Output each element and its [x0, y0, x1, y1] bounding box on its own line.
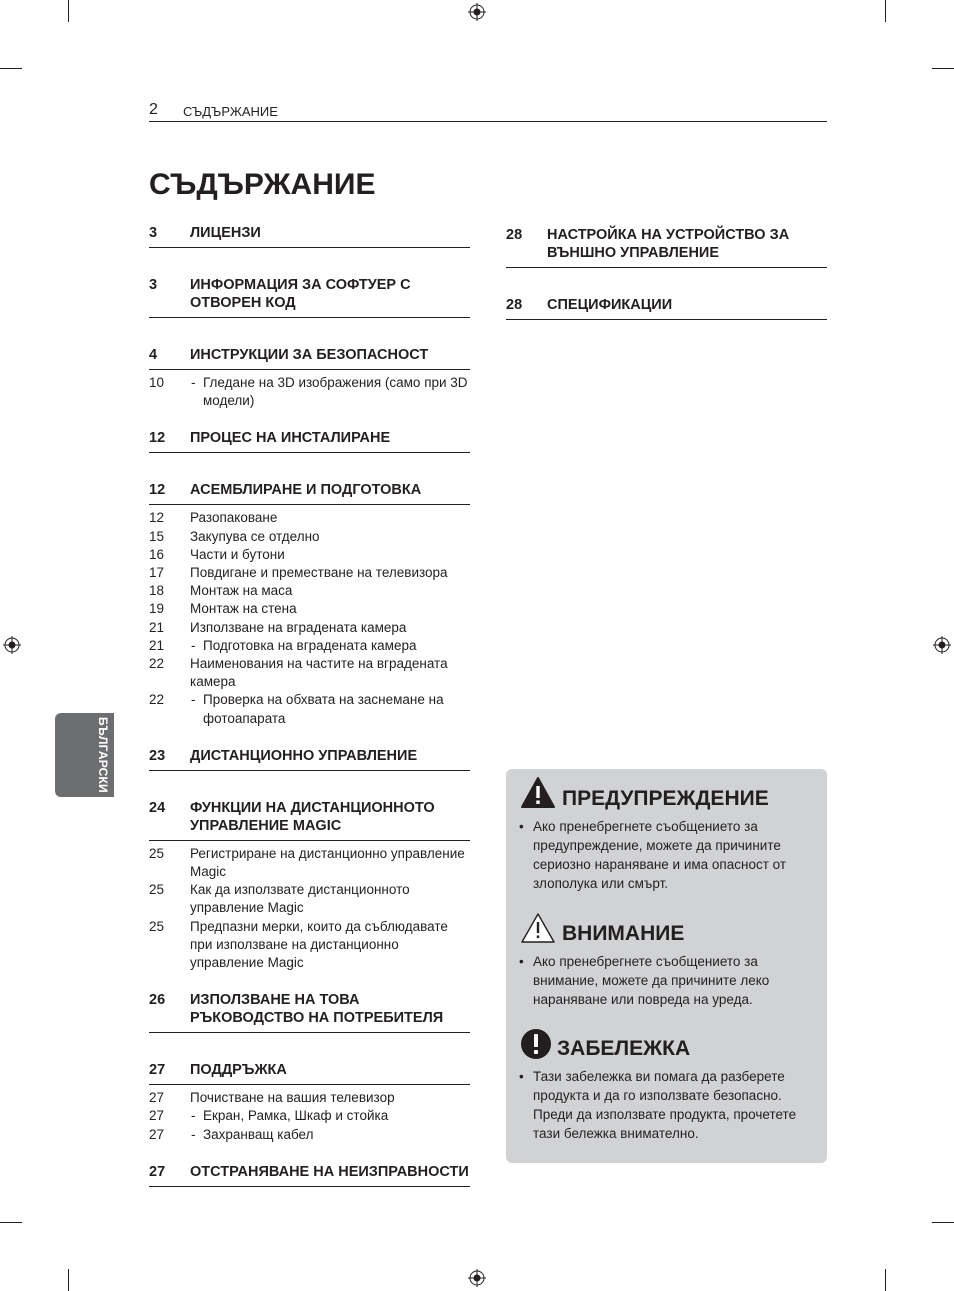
toc-entry-page: 10: [149, 375, 165, 390]
toc-section[interactable]: [506, 294, 827, 320]
toc-section[interactable]: [149, 989, 470, 1033]
notice-title: ПРЕДУПРЕЖДЕНИЕ: [562, 787, 769, 810]
toc-subentry[interactable]: [149, 637, 470, 655]
toc-entry-page: 19: [149, 601, 165, 617]
toc-section-title: ПОДДРЪЖКА: [190, 1062, 287, 1079]
running-header: [149, 99, 827, 122]
warning-filled-icon: [520, 776, 556, 810]
toc-subentry[interactable]: [149, 1126, 470, 1144]
running-title: СЪДЪРЖАНИЕ: [183, 104, 278, 119]
toc-entry-page: 25: [149, 845, 165, 861]
toc-entry-list: [149, 509, 470, 727]
toc-section-page: 28: [506, 297, 523, 313]
toc-entry-page: 18: [149, 583, 165, 599]
toc-section-title: ИЗПОЛЗВАНЕ НА ТОВА РЪКОВОДСТВО НА ПОТРЕБИТЕЛЯ: [190, 992, 444, 1027]
notice-title: ЗАБЕЛЕЖКА: [557, 1037, 691, 1060]
toc-entry-text: - Екран, Рамка, Шкаф и стойка: [190, 1107, 470, 1125]
toc-section-title: ИНФОРМАЦИЯ ЗА СОФТУЕР С ОТВОРЕН КОД: [190, 277, 411, 311]
toc-entry-text: Монтаж на стена: [190, 601, 297, 617]
toc-entry-page: 21: [149, 637, 165, 653]
toc-entry-page: 22: [149, 656, 165, 672]
crop-mark: [68, 0, 69, 22]
toc-entry-text: Използване на вградената камера: [190, 619, 407, 635]
registration-mark-icon: [933, 636, 951, 654]
toc-section[interactable]: [149, 427, 470, 453]
toc-entry-text: Закупува се отделно: [190, 528, 320, 544]
toc-section-page: 12: [149, 482, 166, 499]
toc-entry-text: Как да използвате дистанционното управление Magic: [190, 882, 410, 916]
toc-entry-page: 17: [149, 565, 165, 581]
toc-left-column: [149, 222, 470, 1191]
notice-text: • Ако пренебрегнете съобщението за предупреждение, можете да причините сериозно нараняване и има опасност от злополука или смърт.: [520, 817, 820, 893]
crop-mark: [932, 68, 954, 69]
toc-subentry[interactable]: [149, 691, 470, 727]
page-number: 2: [149, 101, 158, 118]
toc-section-title: СПЕЦИФИКАЦИИ: [547, 297, 673, 313]
toc-entry-text: - Гледане на 3D изображения (само при 3D модели): [190, 374, 470, 410]
caution-notice: [520, 911, 820, 1009]
toc-section-page: 24: [149, 799, 166, 816]
toc-entry[interactable]: [149, 546, 470, 564]
toc-subentry[interactable]: [149, 1107, 470, 1125]
registration-mark-icon: [468, 1269, 486, 1287]
toc-entry[interactable]: [149, 655, 470, 691]
toc-section-page: 3: [149, 225, 158, 241]
toc-section-page: 23: [149, 747, 166, 764]
toc-section-page: 26: [149, 992, 166, 1009]
toc-right-column: [506, 224, 827, 324]
toc-entry-text: Разопаковане: [190, 510, 278, 526]
toc-section[interactable]: [149, 745, 470, 771]
toc-section[interactable]: [506, 224, 827, 268]
crop-mark: [0, 68, 22, 69]
safety-notice-box: [506, 769, 827, 1163]
toc-entry[interactable]: [149, 918, 470, 973]
registration-mark-icon: [3, 636, 21, 654]
toc-entry-text: Почистване на вашия телевизор: [190, 1090, 395, 1106]
toc-entry-page: 27: [149, 1108, 165, 1124]
toc-entry-text: Предпазни мерки, които да съблюдавате при използване на дистанционно управление Magic: [190, 918, 448, 971]
toc-entry-text: Повдигане и преместване на телевизора: [190, 565, 448, 581]
language-tab-label: БЪЛГАРСКИ: [96, 717, 110, 793]
toc-entry[interactable]: [149, 528, 470, 546]
toc-entry[interactable]: [149, 1089, 470, 1107]
toc-section[interactable]: [149, 1161, 470, 1187]
toc-entry[interactable]: [149, 509, 470, 527]
toc-entry[interactable]: [149, 881, 470, 917]
toc-section-page: 27: [149, 1062, 166, 1079]
toc-section-title: ОТСТРАНЯВАНЕ НА НЕИЗПРАВНОСТИ: [190, 1163, 469, 1180]
notice-text: • Ако пренебрегнете съобщението за внимание, можете да причините леко нараняване или повреда на уреда.: [520, 952, 820, 1009]
toc-entry-page: 27: [149, 1090, 165, 1106]
toc-entry-page: 25: [149, 918, 165, 934]
toc-section-page: 3: [149, 277, 158, 293]
toc-entry-list: [149, 845, 470, 972]
crop-mark: [0, 1222, 22, 1223]
toc-entry-page: 12: [149, 510, 165, 526]
toc-section-page: 27: [149, 1163, 166, 1180]
crop-mark: [68, 1269, 69, 1291]
toc-entry-page: 25: [149, 882, 165, 898]
toc-section[interactable]: [149, 479, 470, 505]
page-title: СЪДЪРЖАНИЕ: [149, 168, 376, 201]
toc-section-title: ПРОЦЕС НА ИНСТАЛИРАНЕ: [190, 430, 391, 447]
toc-entry[interactable]: [149, 845, 470, 881]
crop-mark: [932, 1222, 954, 1223]
toc-entry-page: 27: [149, 1126, 165, 1142]
exclamation-circle-icon: [520, 1026, 556, 1060]
toc-entry-list: [149, 1089, 470, 1144]
toc-section[interactable]: [149, 1059, 470, 1085]
notice-text: • Тази забележка ви помага да разберете продукта и да го използвате безопасно. Преди да използвате продукта, прочетете тази бележка внимателно.: [520, 1067, 820, 1143]
toc-entry-text: Монтаж на маса: [190, 583, 293, 599]
toc-entry-text: - Подготовка на вградената камера: [190, 637, 470, 655]
toc-entry-text: Наименования на частите на вградената камера: [190, 656, 448, 690]
toc-section-title: АСЕМБЛИРАНЕ И ПОДГОТОВКА: [190, 482, 422, 499]
language-tab: [55, 713, 114, 797]
toc-entry[interactable]: [149, 600, 470, 618]
toc-entry-page: 21: [149, 619, 165, 635]
toc-entry-page: 15: [149, 528, 165, 544]
toc-entry[interactable]: [149, 619, 470, 637]
toc-section-title: ИНСТРУКЦИИ ЗА БЕЗОПАСНОСТ: [190, 347, 429, 363]
toc-section-page: 4: [149, 347, 158, 363]
toc-section[interactable]: [149, 222, 470, 248]
warning-notice: [520, 776, 820, 893]
notice-title: ВНИМАНИЕ: [562, 922, 685, 945]
toc-entry-text: Регистриране на дистанционно управление Magic: [190, 845, 465, 880]
toc-subentry[interactable]: [149, 374, 470, 410]
toc-section-title: НАСТРОЙКА НА УСТРОЙСТВО ЗА ВЪНШНО УПРАВЛЕНИЕ: [547, 227, 790, 261]
toc-entry[interactable]: [149, 564, 470, 582]
toc-section-title: ДИСТАНЦИОННО УПРАВЛЕНИЕ: [190, 747, 418, 764]
toc-section-page: 28: [506, 227, 523, 243]
toc-entry-page: 16: [149, 546, 165, 562]
toc-entry-text: - Проверка на обхвата на заснемане на фотоапарата: [190, 691, 470, 727]
toc-section[interactable]: [149, 344, 470, 370]
toc-entry-text: - Захранващ кабел: [190, 1126, 470, 1144]
toc-entry-text: Части и бутони: [190, 546, 285, 562]
toc-section[interactable]: [149, 797, 470, 841]
toc-entry[interactable]: [149, 582, 470, 600]
toc-section-page: 12: [149, 430, 166, 447]
toc-section-title: ЛИЦЕНЗИ: [190, 225, 261, 241]
toc-section-title: ФУНКЦИИ НА ДИСТАНЦИОННОТО УПРАВЛЕНИЕ MAGIC: [190, 799, 435, 834]
toc-entry-page: 22: [149, 692, 165, 708]
crop-mark: [885, 0, 886, 22]
registration-mark-icon: [468, 3, 486, 21]
crop-mark: [885, 1269, 886, 1291]
note-notice: [520, 1026, 820, 1143]
caution-outline-icon: [520, 911, 556, 945]
toc-entry-list: [149, 374, 470, 410]
toc-section[interactable]: [149, 274, 470, 318]
